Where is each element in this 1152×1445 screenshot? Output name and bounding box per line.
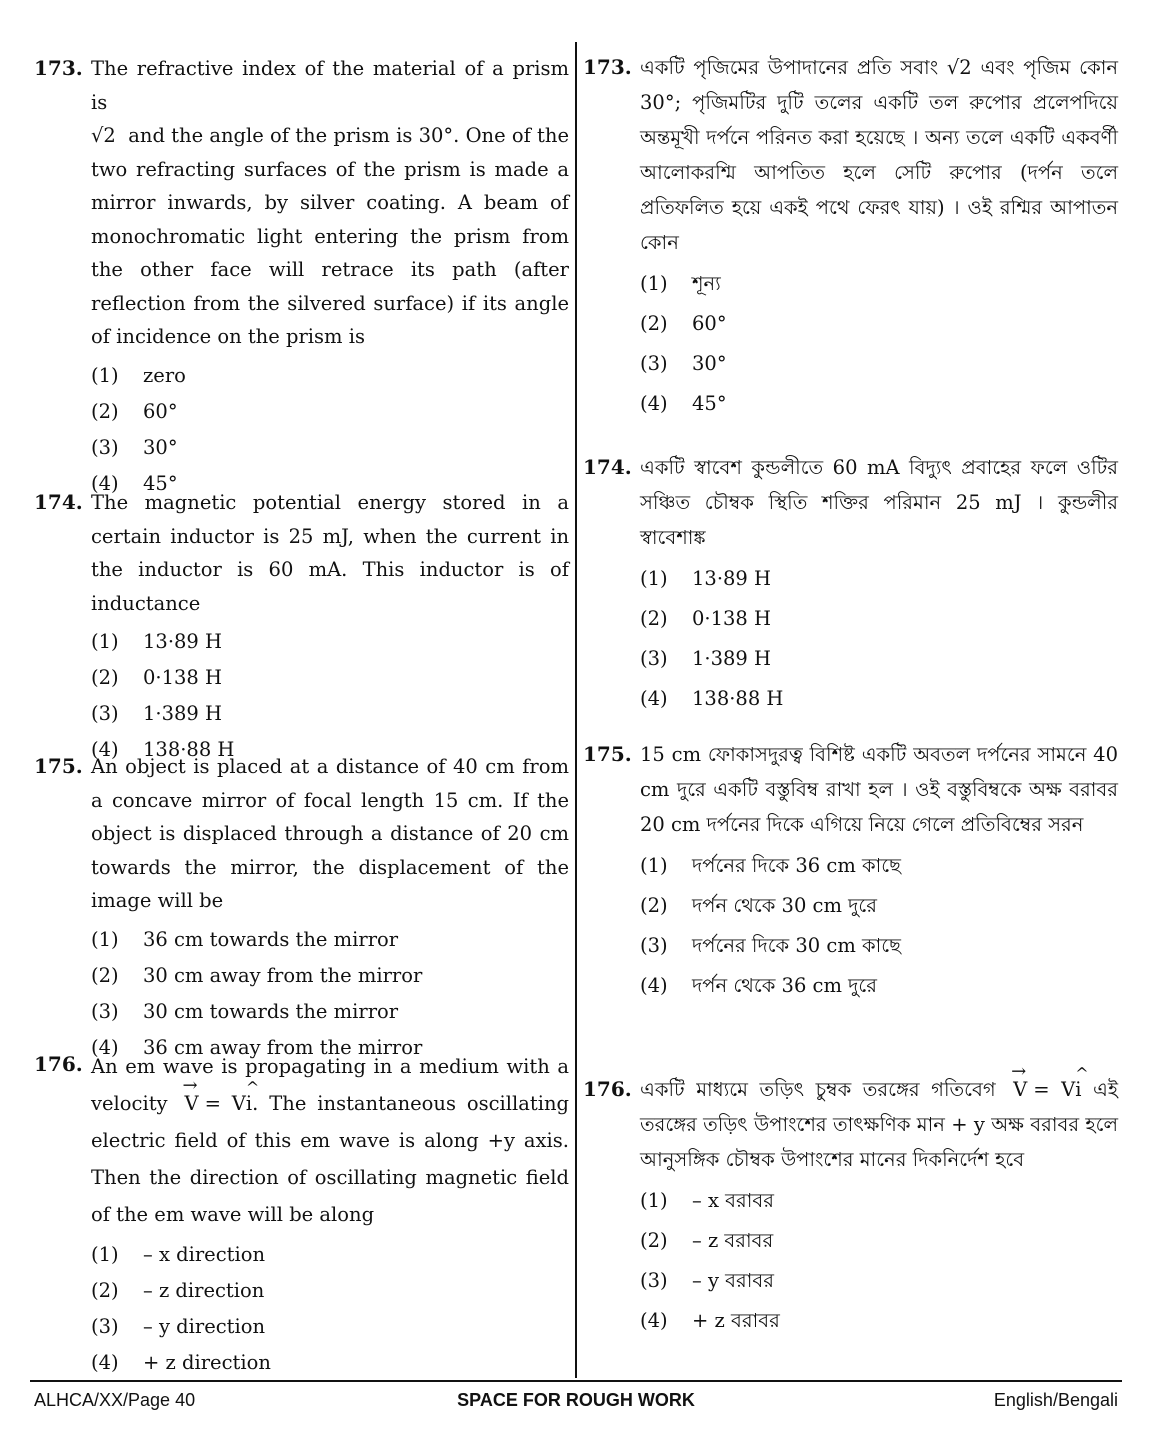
velocity-vector: → V xyxy=(184,1085,198,1122)
option-number: (1) xyxy=(91,927,119,951)
option-text: 36 cm towards the mirror xyxy=(143,927,399,951)
option-number: (2) xyxy=(640,1229,668,1252)
option-text: + z বরাবর xyxy=(692,1309,780,1332)
question-175-en xyxy=(34,750,569,1066)
question-176-bn xyxy=(583,1072,1118,1341)
option-text: zero xyxy=(143,363,186,387)
option-number: (3) xyxy=(91,702,119,725)
option-text: 1·389 H xyxy=(692,647,772,670)
question-text xyxy=(640,50,1118,260)
option-number: (2) xyxy=(91,666,119,689)
option-text: দর্পন থেকে 36 cm দুরে xyxy=(692,974,877,997)
option-number: (4) xyxy=(91,1035,119,1059)
question-173-en xyxy=(34,52,569,502)
option-3[interactable] xyxy=(640,639,1118,679)
option-text: 36 cm away from the mirror xyxy=(143,1035,423,1059)
options-list xyxy=(640,1181,1118,1341)
option-number: (4) xyxy=(640,687,668,710)
option-text: 13·89 H xyxy=(143,630,223,653)
option-3[interactable] xyxy=(91,430,569,466)
option-number: (1) xyxy=(640,1189,668,1212)
question-174-en xyxy=(34,486,569,768)
question-number: 175. xyxy=(34,754,83,778)
option-text: 30 cm towards the mirror xyxy=(143,999,399,1023)
question-text-part-a: The refractive index of the material of a prism is xyxy=(91,57,569,114)
question-text: 15 cm ফোকাসদুরত্ব বিশিষ্ট একটি অবতল দর্পনের সামনে 40 cm দুরে একটি বস্তুবিম্ব রাখা হল । ওই বস্তুবিম্বকে অক্ষ বরাবর 20 cm দর্পনের দিকে এগিয়ে নিয়ে গেলে প্রতিবিম্বের সরন xyxy=(640,743,1118,836)
question-number: 175. xyxy=(583,742,632,766)
option-text: 13·89 H xyxy=(692,567,772,590)
option-text: 30° xyxy=(143,435,178,459)
option-1[interactable] xyxy=(640,1181,1118,1221)
options-list xyxy=(640,264,1118,424)
option-text: 0·138 H xyxy=(692,607,772,630)
option-text: দর্পনের দিকে 30 cm কাছে xyxy=(692,934,901,957)
option-text: 1·389 H xyxy=(143,702,223,725)
unit-vector-i: ^ i xyxy=(246,1085,252,1122)
option-2[interactable] xyxy=(91,1273,569,1309)
sqrt-two: √2 xyxy=(91,124,116,147)
question-number: 173. xyxy=(34,56,83,80)
option-number: (4) xyxy=(640,392,668,415)
question-text-part-a: একটি পৃজিমের উপাদানের প্রতি সবাং xyxy=(640,56,939,79)
velocity-vector: → V xyxy=(1013,1072,1027,1107)
equals-v: = V xyxy=(1033,1078,1076,1101)
unit-vector-i: ^ i xyxy=(1075,1072,1081,1107)
option-text: 60° xyxy=(692,312,727,335)
option-2[interactable] xyxy=(640,599,1118,639)
question-text-part-a: একটি মাধ্যমে তড়িৎ চুম্বক তরঙ্গের গতিবেগ xyxy=(640,1078,996,1101)
equals-v: = V xyxy=(204,1092,246,1115)
option-3[interactable] xyxy=(640,344,1118,384)
option-number: (4) xyxy=(91,471,119,495)
option-number: (2) xyxy=(91,963,119,987)
option-number: (3) xyxy=(640,1269,668,1292)
question-173-bn xyxy=(583,50,1118,424)
option-1[interactable] xyxy=(640,846,1118,886)
column-divider xyxy=(575,42,577,1378)
option-3[interactable] xyxy=(91,994,569,1030)
option-number: (2) xyxy=(91,1279,119,1302)
option-number: (1) xyxy=(91,630,119,653)
question-text: An object is placed at a distance of 40 cm from a concave mirror of focal length 15 cm. If the object is displaced through a distance of 20 cm towards the mirror, the displacement of the image will be xyxy=(91,755,569,912)
question-176-en xyxy=(34,1048,569,1381)
option-number: (2) xyxy=(640,312,668,335)
option-text: – z বরাবর xyxy=(692,1229,774,1252)
option-text: 45° xyxy=(143,471,178,495)
option-1[interactable] xyxy=(91,922,569,958)
option-text: – x direction xyxy=(143,1243,266,1266)
option-text: + z direction xyxy=(143,1351,271,1374)
question-number: 174. xyxy=(34,490,83,514)
option-number: (3) xyxy=(91,1315,119,1338)
option-number: (2) xyxy=(640,894,668,917)
question-174-bn xyxy=(583,450,1118,719)
option-text: দর্পনের দিকে 36 cm কাছে xyxy=(692,854,901,877)
option-4[interactable] xyxy=(640,679,1118,719)
option-number: (2) xyxy=(91,399,119,423)
sqrt-two: √2 xyxy=(946,56,972,79)
option-number: (1) xyxy=(91,1243,119,1266)
question-text xyxy=(91,52,569,354)
option-text: – y বরাবর xyxy=(692,1269,774,1292)
option-text: শূন্য xyxy=(692,272,721,295)
options-list xyxy=(91,1237,569,1381)
option-4[interactable] xyxy=(640,384,1118,424)
option-2[interactable] xyxy=(91,660,569,696)
question-number: 174. xyxy=(583,455,632,479)
question-text-part-b: এই তরঙ্গের তড়িৎ উপাংশের তাৎক্ষণিক মান + y অক্ষ বরাবর হলে আনুসঙ্গিক চৌম্বক উপাংশের মানের দিকনির্দেশ হবে xyxy=(640,1078,1119,1171)
option-4[interactable] xyxy=(640,1301,1118,1341)
question-text xyxy=(91,1048,569,1233)
question-text-part-a: An em wave is propagating in a medium with a velocity xyxy=(91,1055,569,1115)
option-2[interactable] xyxy=(91,394,569,430)
option-2[interactable] xyxy=(640,304,1118,344)
option-2[interactable] xyxy=(640,1221,1118,1261)
option-4[interactable] xyxy=(640,966,1118,1006)
question-175-bn xyxy=(583,737,1118,1006)
option-2[interactable] xyxy=(640,886,1118,926)
options-list xyxy=(91,624,569,768)
option-text: 30° xyxy=(692,352,727,375)
option-2[interactable] xyxy=(91,958,569,994)
option-number: (4) xyxy=(640,974,668,997)
question-number: 173. xyxy=(583,55,632,79)
option-number: (1) xyxy=(640,272,668,295)
option-number: (4) xyxy=(91,1351,119,1374)
question-text-part-b: এবং পৃজিম কোন 30°; পৃজিমটির দুটি তলের একটি তল রুপোর প্রলেপদিয়ে অন্তমূখী দর্পনে পরিনত করা হয়েছে । অন্য তলে একটি একবর্ণী আলোকরশ্মি আপতিত হলে সেটি রুপোর (দর্পন তলে প্রতিফলিত হয়ে একই পথে ফেরৎ যায়) । ওই রশ্মির আপাতন কোন xyxy=(640,56,1119,254)
option-1[interactable] xyxy=(640,264,1118,304)
option-text: 30 cm away from the mirror xyxy=(143,963,423,987)
option-text: 0·138 H xyxy=(143,666,223,689)
question-text: The magnetic potential energy stored in a certain inductor is 25 mJ, when the current in the inductor is 60 mA. This inductor is of inductance xyxy=(91,491,569,615)
question-text: একটি স্বাবেশ কুন্ডলীতে 60 mA বিদ্যুৎ প্রবাহের ফলে ওটির সঞ্চিত চৌম্বক স্থিতি শক্তির পরিমান 25 mJ । কুন্ডলীর স্বাবেশাঙ্ক xyxy=(640,456,1118,549)
option-number: (1) xyxy=(640,854,668,877)
options-list xyxy=(640,559,1118,719)
option-text: 138·88 H xyxy=(692,687,784,710)
options-list xyxy=(91,922,569,1066)
option-4[interactable] xyxy=(91,1345,569,1381)
option-3[interactable] xyxy=(640,926,1118,966)
option-number: (3) xyxy=(640,647,668,670)
option-1[interactable] xyxy=(91,358,569,394)
option-3[interactable] xyxy=(91,696,569,732)
language-label: English/Bengali xyxy=(993,1390,1118,1410)
option-1[interactable] xyxy=(640,559,1118,599)
question-number: 176. xyxy=(583,1077,632,1101)
footer-rule xyxy=(30,1380,1122,1382)
option-number: (3) xyxy=(91,435,119,459)
option-3[interactable] xyxy=(91,1309,569,1345)
option-number: (3) xyxy=(640,352,668,375)
option-number: (4) xyxy=(640,1309,668,1332)
question-text-part-b: and the angle of the prism is 30°. One of the two refracting surfaces of the prism is made a mirror inwards, by silver coating. A beam of monochromatic light entering the prism from the other face will retrace its path (after reflection from the silvered surface) if its angle of incidence on the prism is xyxy=(91,124,569,348)
question-text xyxy=(640,1072,1118,1177)
option-text: 45° xyxy=(692,392,727,415)
option-number: (1) xyxy=(640,567,668,590)
option-text: দর্পন থেকে 30 cm দুরে xyxy=(692,894,877,917)
rough-work-label: SPACE FOR ROUGH WORK xyxy=(457,1390,695,1410)
option-number: (4) xyxy=(91,738,119,761)
option-number: (3) xyxy=(91,999,119,1023)
option-1[interactable] xyxy=(91,1237,569,1273)
option-1[interactable] xyxy=(91,624,569,660)
page-code: ALHCA/XX/Page 40 xyxy=(34,1390,196,1410)
option-number: (3) xyxy=(640,934,668,957)
option-text: 60° xyxy=(143,399,178,423)
options-list xyxy=(91,358,569,502)
option-number: (2) xyxy=(640,607,668,630)
option-text: – y direction xyxy=(143,1315,266,1338)
option-text: – x বরাবর xyxy=(692,1189,774,1212)
question-number: 176. xyxy=(34,1052,83,1076)
option-number: (1) xyxy=(91,363,119,387)
option-text: 138·88 H xyxy=(143,738,235,761)
options-list xyxy=(640,846,1118,1006)
option-3[interactable] xyxy=(640,1261,1118,1301)
question-text-part-b: . The instantaneous oscillating electric field of this em wave is along +y axis. Then the direction of oscillating magnetic field of the em wave will be along xyxy=(91,1092,570,1226)
option-text: – z direction xyxy=(143,1279,265,1302)
